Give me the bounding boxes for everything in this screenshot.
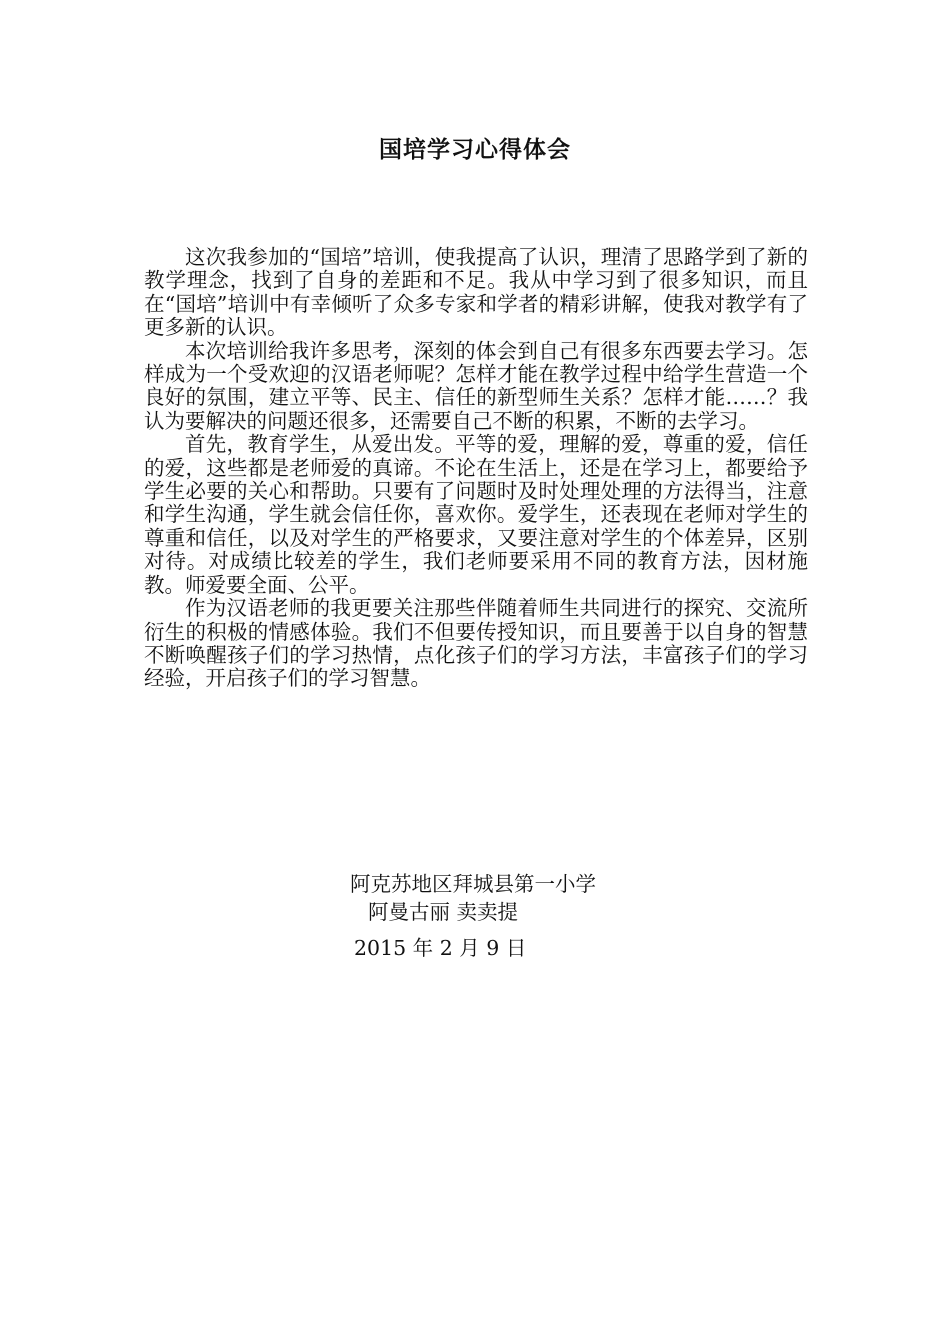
paragraph-2: 本次培训给我许多思考，深刻的体会到自己有很多东西要去学习。怎样成为一个受欢迎的汉语老师呢？怎样才能在教学过程中给学生营造一个良好的氛围，建立平等、民主、信任的新型师生关系？怎样才能……？我认为要解决的问题还很多，还需要自己不断的积累，不断的去学习。 <box>144 338 808 433</box>
paragraph-1: 这次我参加的“国培”培训，使我提高了认识，理清了思路学到了新的教学理念，找到了自身的差距和不足。我从中学习到了很多知识，而且在“国培”培训中有幸倾听了众多专家和学者的精彩讲解，使我对教学有了更多新的认识。 <box>144 245 808 340</box>
document-title: 国培学习心得体会 <box>379 136 571 163</box>
paragraph-3: 首先，教育学生，从爱出发。平等的爱，理解的爱，尊重的爱，信任的爱，这些都是老师爱的真谛。不论在生活上，还是在学习上，都要给予学生必要的关心和帮助。只要有了问题时及时处理处理的方法得当，注意和学生沟通，学生就会信任你，喜欢你。爱学生，还表现在老师对学生的尊重和信任，以及对学生的严格要求，又要注意对学生的个体差异，区别对待。对成绩比较差的学生，我们老师要采用不同的教育方法，因材施教。师爱要全面、公平。 <box>144 432 808 597</box>
signature-author: 阿曼古丽 卖卖提 <box>368 900 519 924</box>
signature-date: 2015 年 2 月 9 日 <box>354 936 527 960</box>
signature-block <box>350 870 596 962</box>
paragraph-4: 作为汉语老师的我更要关注那些伴随着师生共同进行的探究、交流所衍生的积极的情感体验。我们不但要传授知识，而且要善于以自身的智慧不断唤醒孩子们的学习热情，点化孩子们的学习方法，丰富孩子们的学习经验，开启孩子们的学习智慧。 <box>144 596 808 691</box>
signature-school: 阿克苏地区拜城县第一小学 <box>350 872 596 896</box>
document-body <box>144 246 808 691</box>
